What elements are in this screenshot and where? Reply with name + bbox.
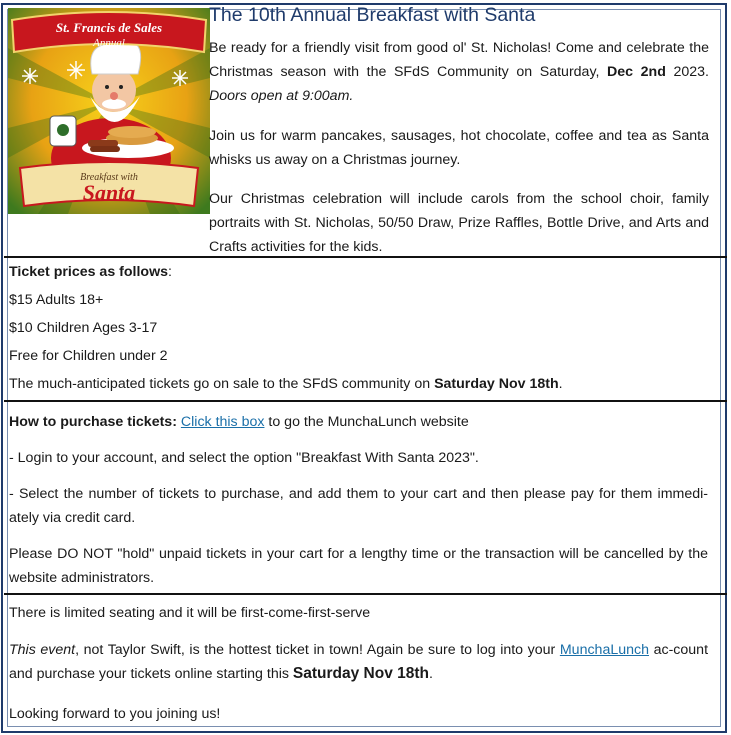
click-this-box-link[interactable]: Click this box — [180, 414, 265, 430]
ticket-sale-date-text: The much-anticipated tickets go on sale to the SFdS community on Saturday Nov 18th. — [9, 376, 563, 392]
purchase-step-1: - Login to your account, and select the option "Breakfast With Santa 2023". — [9, 450, 479, 466]
ticket-prices-heading: Ticket prices as follows: — [9, 264, 172, 280]
poster-bottom-small: Breakfast with — [80, 172, 138, 183]
farewell-text: Looking forward to you joining us! — [9, 706, 221, 722]
purchase-step-2: - Select the number of tickets to purchase, and add them to your cart and then please pay for them immedi-ately via credit card. — [9, 486, 708, 526]
doors-open-time: Doors open at 9:00am. — [209, 88, 354, 104]
ticket-price-children: $10 Children Ages 3-17 — [9, 320, 158, 336]
intro-paragraph-3: Our Christmas celebration will include carols from the school choir, family portraits with St. Nicholas, 50/50 Draw, Prize Raffles, Bottle Drive, and Arts and Crafts activities for the kids. — [209, 191, 709, 255]
hold-tickets-warning: Please DO NOT "hold" unpaid tickets in your cart for a lengthy time or the transaction will be cancelled by the website administrators. — [9, 546, 708, 586]
section-divider — [4, 593, 727, 595]
poster-banner-text: St. Francis de Sales — [55, 20, 163, 35]
section-divider — [4, 256, 727, 258]
event-date: Dec 2nd — [607, 64, 666, 80]
ticket-price-adults: $15 Adults 18+ — [9, 292, 104, 308]
breakfast-with-santa-poster — [8, 8, 210, 214]
seating-notice: There is limited seating and it will be first-come-first-serve — [9, 605, 371, 621]
event-promo-paragraph: This event, not Taylor Swift, is the hottest ticket in town! Again be sure to log into your MunchaLunch ac-count and purchase your tickets online starting this Saturday Nov 18th. — [9, 642, 709, 682]
purchase-heading-line: How to purchase tickets: Click this box to go the MunchaLunch website — [9, 414, 469, 430]
svg-text:Annual: Annual — [93, 37, 125, 49]
munchalunch-link[interactable]: MunchaLunch — [559, 642, 649, 658]
intro-paragraph-2: Join us for warm pancakes, sausages, hot chocolate, coffee and tea as Santa whisks us away on a Christmas journey. — [209, 128, 709, 168]
section-divider — [4, 400, 727, 402]
page-title: The 10th Annual Breakfast with Santa — [209, 4, 536, 26]
ticket-price-free: Free for Children under 2 — [9, 348, 168, 364]
intro-paragraph-1: Be ready for a friendly visit from good ol' St. Nicholas! Come and celebrate the Christmas season with the SFdS Community on Saturday, Dec 2nd 2023. Doors open at 9:00am. — [209, 40, 709, 104]
poster-santa-text: Santa — [82, 180, 136, 205]
